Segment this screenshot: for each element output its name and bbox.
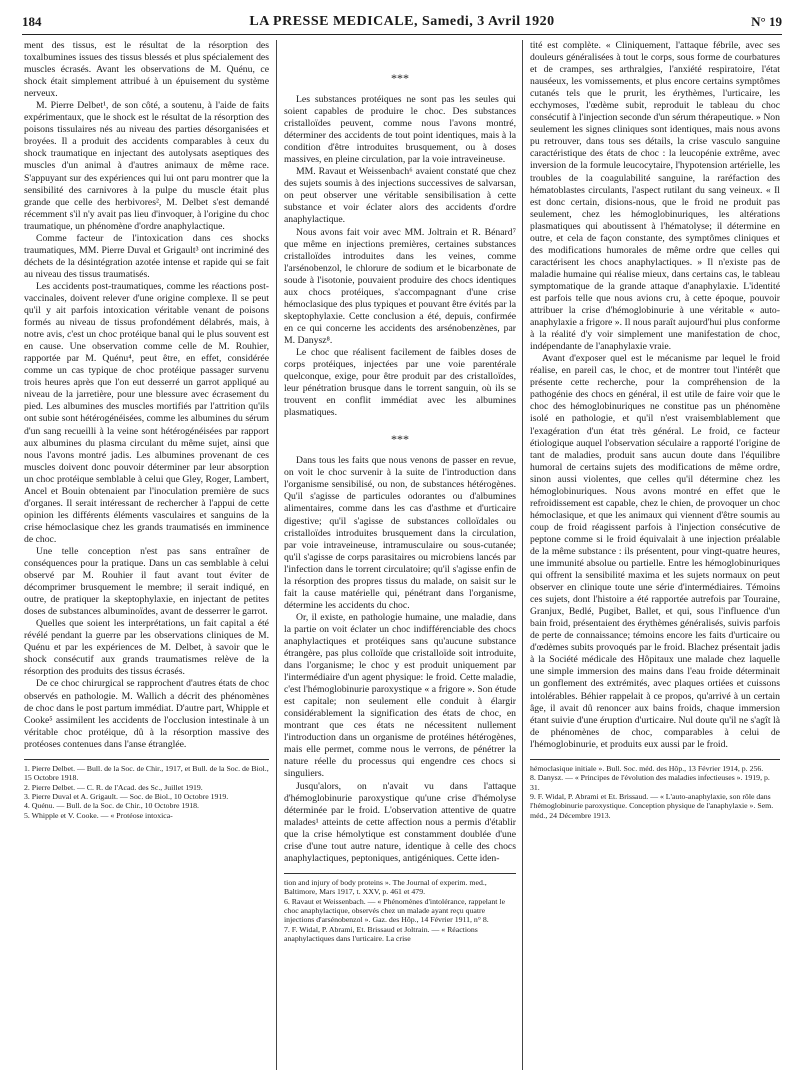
col1-paragraph: Quelles que soient les interprétations, un fait capital a été révélé pendant la guerre par les observations cliniques de M. Quénu et par les expériences de M. Delbet, à savoir que le shock consécutif aux grands traumatismes relève de la résorption des produits des tissus écrasés. [24, 618, 269, 678]
stars-glyph: *** [391, 432, 409, 447]
header-rule [22, 34, 782, 35]
footnote: 3. Pierre Duval et A. Grigault. — Soc. de Biol., 10 Octobre 1919. [24, 791, 229, 801]
footnote: 1. Pierre Delbet. — Bull. de la Soc. de Chir., 1917, et Bull. de la Soc. de Biol., 15 Octobre 1918. [24, 763, 269, 783]
col2-paragraph: MM. Ravaut et Weissenbach⁶ avaient constaté que chez des sujets soumis à des injections successives de salvarsan, on peut observer une véritable sensibilisation à cette substance et voir éclater alors des accidents d'ordre anaphylactique. [284, 166, 516, 226]
col1-paragraph: Les accidents post-traumatiques, comme les réactions post-vaccinales, doivent relever d'une origine complexe. Il se peut qu'il y ait parfois intoxication véritable venant de poisons formés au niveau de tissus profondément délabrés, mais, à notre avis, c'est un choc protéique banal qui le plus souvent est en cause. Une observation comme celle de M. Rouhier, rapportée par M. Quénu⁴, peut être, en effet, considérée comme un cas typique de choc protéique passager survenu trois heures après que l'on eut desserré un garrot appliqué au niveau de la jarretière, pour une blessure avec écrasement du pied. Les albumines des muscles mortifiés par l'attrition qu'ils ont subie sont hétérogénéisées, comme les albumines du sérum d'un sang recueilli à la veine sont hétérogénéisées par rapport aux albumines du plasma circulant du même sujet, ainsi que nous l'avons montré jadis. Les albumines provenant de ces muscles doivent donc pouvoir déterminer par leur absorption un choc protéique semblable à celui que Gley, Roger, Lambert, Ancel et Bouin obtenaient par l'inoculation première de sucs d'organes. Il serait intéressant de rechercher à l'appui de cette opinion les différents éléments vasculaires et sanguins de la crise hémoclasique chez les grands traumatisés en imminence de choc. [24, 280, 269, 545]
running-header [22, 14, 782, 32]
column-3 [530, 40, 780, 820]
footnote-rule [284, 873, 516, 874]
column-separator-2 [522, 40, 523, 1070]
col2-paragraph: Le choc que réalisent facilement de faibles doses de corps protéiques, injectées par une voie parentérale quelconque, exige, pour être produit par des cristalloïdes, leur pénétration brusque dans le torrent sanguin, où ils se trouvent en conflit immédiat avec les albumines plasmatiques. [284, 346, 516, 419]
issue-number: N° 19 [751, 14, 782, 29]
footnote: 2. Pierre Delbet. — C. R. de l'Acad. des Sc., Juillet 1919. [24, 782, 203, 792]
footnote: 8. Danysz. — « Principes de l'évolution des maladies infectieuses ». 1919, p. 31. [530, 773, 770, 792]
footnote: 5. Whipple et V. Cooke. — « Protéose intoxica- [24, 810, 173, 820]
section-stars [284, 433, 516, 445]
col1-paragraph: M. Pierre Delbet¹, de son côté, a soutenu, à l'aide de faits expérimentaux, que le shock est le résultat de la résorption des poisons tissulaires nés au niveau des parties désorganisées et broyées. Il a produit des accidents comparables à ceux du shock traumatique en injectant des autolysats aseptiques des muscles d'un animal à d'autres animaux de même race. S'appuyant sur des expériences qui lui ont paru montrer que la sensibilité des carnivores à la pulpe du muscle était plus grande que celle des herbivores², M. Delbet s'est demandé récemment s'il n'y avait pas lieu d'invoquer, à l'origine du choc traumatique, un phénomène d'ordre anaphylactique. [24, 100, 269, 232]
col2-paragraph: Or, il existe, en pathologie humaine, une maladie, dans la partie on voit éclater un choc indifférenciable des chocs anaphylactiques et protéiques sans qu'aucune substance étrangère, pas plus colloïde que cristalloïde soit introduite, dans l'organisme; le choc y est produit uniquement par l'intermédiaire d'un agent physique: le froid. Cette maladie, c'est l'hémoglobinurie paroxystique « a frigore ». Son étude est capitale; non seulement elle conduit à élargir considérablement la signification des états de choc, en montrant que ces états ne nécessitent nullement l'introduction dans un organisme de protéines hétérogènes, mais elle permet, comme nous le verrons, de pénétrer la nature réelle du processus qui engendre ces chocs si singuliers. [284, 611, 516, 780]
footnote: hémoclasique initiale ». Bull. Soc. méd. des Hôp., 13 Février 1914, p. 256. [530, 763, 764, 773]
section-stars [284, 72, 516, 84]
column-2 [284, 58, 516, 944]
column-1 [24, 40, 269, 820]
footnote-rule [530, 759, 780, 760]
footnote: 9. F. Widal, P. Abrami et Et. Brissaud. — « L'auto-anaphylaxie, son rôle dans l'hémoglobinurie paroxystique. Conception physique de l'anaphylaxie ». Sem. méd., 24 Décembre 1913. [530, 791, 774, 820]
col2-paragraph: Nous avons fait voir avec MM. Joltrain et R. Bénard⁷ que même en injections premières, certaines substances cristalloïdes introduites dans les veines, comme l'arsénobenzol, le chlorure de sodium et le bicarbonate de soude à l'isotonie, pouvaient produire des chocs identiques aux chocs protéiques, s'accompagnant d'une crise hémoclasique des plus typiques et pouvant être évités par la skeptophylaxie. Cette conclusion a été, depuis, confirmée en ce qui concerne les accidents des arsénobenzènes, par M. Danysz⁸. [284, 226, 516, 346]
col2-paragraph: Les substances protéiques ne sont pas les seules qui soient capables de produire le choc. Des substances cristalloïdes peuvent, comme nous l'avons montré, déterminer des accidents de tout point identiques, mais à la condition d'être introduites brusquement, ou à doses massives, en pleine circulation, par la voie intraveineuse. [284, 94, 516, 166]
col1-paragraph: De ce choc chirurgical se rapprochent d'autres états de choc observés en pathologie. M. Wallich a décrit des phénomènes de choc dans le post partum immédiat. D'autre part, Whipple et Cooke⁵ assimilent les accidents de l'occlusion intestinale à un véritable choc protéique, dû à la résorption massive des protéoses contenues dans l'anse étranglée. [24, 678, 269, 750]
col3-paragraph: Avant d'exposer quel est le mécanisme par lequel le froid réalise, en pareil cas, le choc, et de montrer tout l'intérêt que présente cette recherche, pour la compréhension de la pathogénie des chocs en général, il est utile de faire voir que le choc des hémoglobinuriques ne constitue pas un phénomène isolé en pathologie, et qu'il n'est vraisemblablement que l'exagération d'un état très général. Le froid, ce facteur étiologique auquel l'observation séculaire a rapporté l'origine de tant de maladies, produit sans aucun doute dans l'équilibre humoral de certains sujets des modifications de même ordre, sinon aussi violentes, que celles qu'il détermine chez les hémoglobinuriques. Nous avons montré en effet que le refroidissement est capable, chez le chien, de provoquer un choc hémoclasique, et que les animaux qui viennent d'être soumis au coup de froid réagissent parfois à l'injection consécutive de peptone comme si le froid équivalait à une injection préalable de la même substance : ils présentent, pour vingt-quatre heures, une immunité absolue ou partielle. Entre les hémoglobinuriques qui offrent la sensibilité maxima et les sujets normaux on peut observer en clinique toute une série d'intermédiaires. Témoins ces sujets, dont l'histoire a été rapportée autrefois par Touraine, Granjux, Bedlé, Pugibet, Ballet, et qui, sous l'influence d'un bain froid, présentaient des érythèmes généralisés, suivis parfois de perte de connaissance; témoins encore les faits d'urticaire ou d'œdèmes subits provoqués par le froid. Blachez présentait jadis à la Société médicale des Hôpitaux une malade chez laquelle une simple immersion des mains dans l'eau froide déterminait un gonflement des extrémités, avec plaques ortiées et cuissons intolérables. Béhier rappelait à ce propos, qu'arrivé à un certain âge, il avait dû renoncer aux bains froids, chaque immersion étant suivie d'une éruption d'urticaire. Nul doute qu'il ne s'agît là de phénomènes de choc, comparables à celui de l'hémoglobinurie, et produits eux aussi par le froid. [530, 353, 780, 750]
footnote: 4. Quénu. — Bull. de la Soc. de Chir., 10 Octobre 1918. [24, 801, 199, 811]
col1-paragraph: Comme facteur de l'intoxication dans ces shocks traumatiques, MM. Pierre Duval et Grigault³ ont incriminé des déchets de la désintégration azotée intense et rapide qui se fait au niveau des tissus traumatisés. [24, 232, 269, 280]
col1-footnotes [24, 764, 269, 820]
col2-footnotes [284, 878, 516, 944]
col2-paragraph: Jusqu'alors, on n'avait vu dans l'attaque d'hémoglobinurie paroxystique qu'une crise d'hémolyse déterminée par le froid. L'observation attentive de quatre malades¹ atteints de cette affection nous a permis d'établir que la crise hémolytique est constamment doublée d'une crise d'une tout autre nature, identique à celle des chocs anaphylactiques, peptoniques, antigéniques. Cette iden- [284, 780, 516, 864]
footnote: tion and injury of body proteins ». The Journal of experim. med., Baltimore, Mars 1917, t. XXV, p. 461 et 479. [284, 877, 487, 897]
col2-paragraph: Dans tous les faits que nous venons de passer en revue, on voit le choc survenir à la suite de l'introduction dans l'organisme sensibilisé, ou non, de substances hétérogènes. Qu'il s'agisse de particules odorantes ou d'albumines alimentaires, comme dans les cas d'asthme et d'urticaire digestive; qu'il s'agisse de substances colloïdales ou cristalloïdes introduites brusquement dans la circulation, par voie intraveineuse, intramusculaire ou sous-cutanée; qu'il s'agisse de corps parasitaires ou microbiens lancés par l'infection dans le torrent circulatoire; qu'il s'agisse enfin de la résorption des propres tissus du malade, on saisit sur le fait la cause matérielle qui, pénétrant dans l'organisme, détermine les accidents du choc. [284, 455, 516, 611]
col1-paragraph: Une telle conception n'est pas sans entraîner de conséquences pour la pratique. Dans un cas semblable à celui observé par M. Rouhier il faut avant tout éviter de décomprimer brusquement le membre; il serait indiqué, en outre, de pratiquer la skeptophylaxie, en injectant de petites doses de substances albuminoïdes, avant de desserrer le garrot. [24, 545, 269, 618]
column-separator-1 [276, 40, 277, 1070]
page-number: 184 [22, 14, 42, 29]
footnote: 6. Ravaut et Weissenbach. — « Phénomènes d'intolérance, rappelant le choc anaphylactique, observés chez un malade ayant reçu quatre injections d'arsénobenzol ». Gaz. des Hôp., 14 Février 1911, n° 8. [284, 896, 506, 925]
journal-title: LA PRESSE MEDICALE, Samedi, 3 Avril 1920 [249, 14, 555, 29]
col3-footnotes [530, 764, 780, 820]
footnote: 7. F. Widal, P. Abrami, Et. Brissaud et Joltrain. — « Réactions anaphylactiques dans l'urticaire. La crise [284, 924, 478, 944]
col3-paragraph: tité est complète. « Cliniquement, l'attaque fébrile, avec ses douleurs généralisées à tout le corps, sous forme de courbatures et de crampes, ses arthralgies, l'anxiété respiratoire, l'état nauséeux, les vomissements, et plus encore certains symptômes cutanés tels que le prurit, les érythèmes, l'urticaire, les ecchymoses, l'œdème subit, reproduit le tableau du choc consécutif à l'injection seconde d'un sérum thérapeutique. » Non seulement les signes cliniques sont identiques, mais nous avons pu retrouver, dans tous ses détails, la crise vasculo sanguine caractéristique des états de choc : la leucopénie extrême, avec inversion de la formule leucocytaire, l'hypotension artérielle, les troubles de la coagulabilité sanguine, la raréfaction des hématoblastes circulants, l'aspect rutilant du sang veineux. « Il est donc certain, disions-nous, que le froid ne produit pas seulement, chez les hémoglobinuriques, les altérations plasmatiques qui aboutissent à l'hématolyse; il détermine en outre, et cela de façon constante, des symptômes cliniques et des modifications humorales de même ordre que celles qui caractérisent les chocs anaphylactiques. » Il n'existe pas de maladie humaine qui réalise mieux, dans certains cas, le tableau symptomatique de la grande attaque d'anaphylaxie. L'identité est parfois telle que nous avions cru, à cette époque, pouvoir attribuer la crise d'hémoglobinurie à une véritable « auto-anaphylaxie a frigore ». Il nous paraît aujourd'hui plus conforme à la réalité d'y voir simplement une manifestation de choc, indépendante de l'anaphylaxie vraie. [530, 40, 780, 353]
footnote-rule [24, 759, 269, 760]
col1-paragraph: ment des tissus, est le résultat de la résorption des toxalbumines issues des tissus blessés et plus spécialement des muscles écrasés. Avant les observations de M. Quénu, ce shock était simplement attribué à un épuisement du système nerveux. [24, 40, 269, 100]
stars-glyph: *** [391, 71, 409, 85]
